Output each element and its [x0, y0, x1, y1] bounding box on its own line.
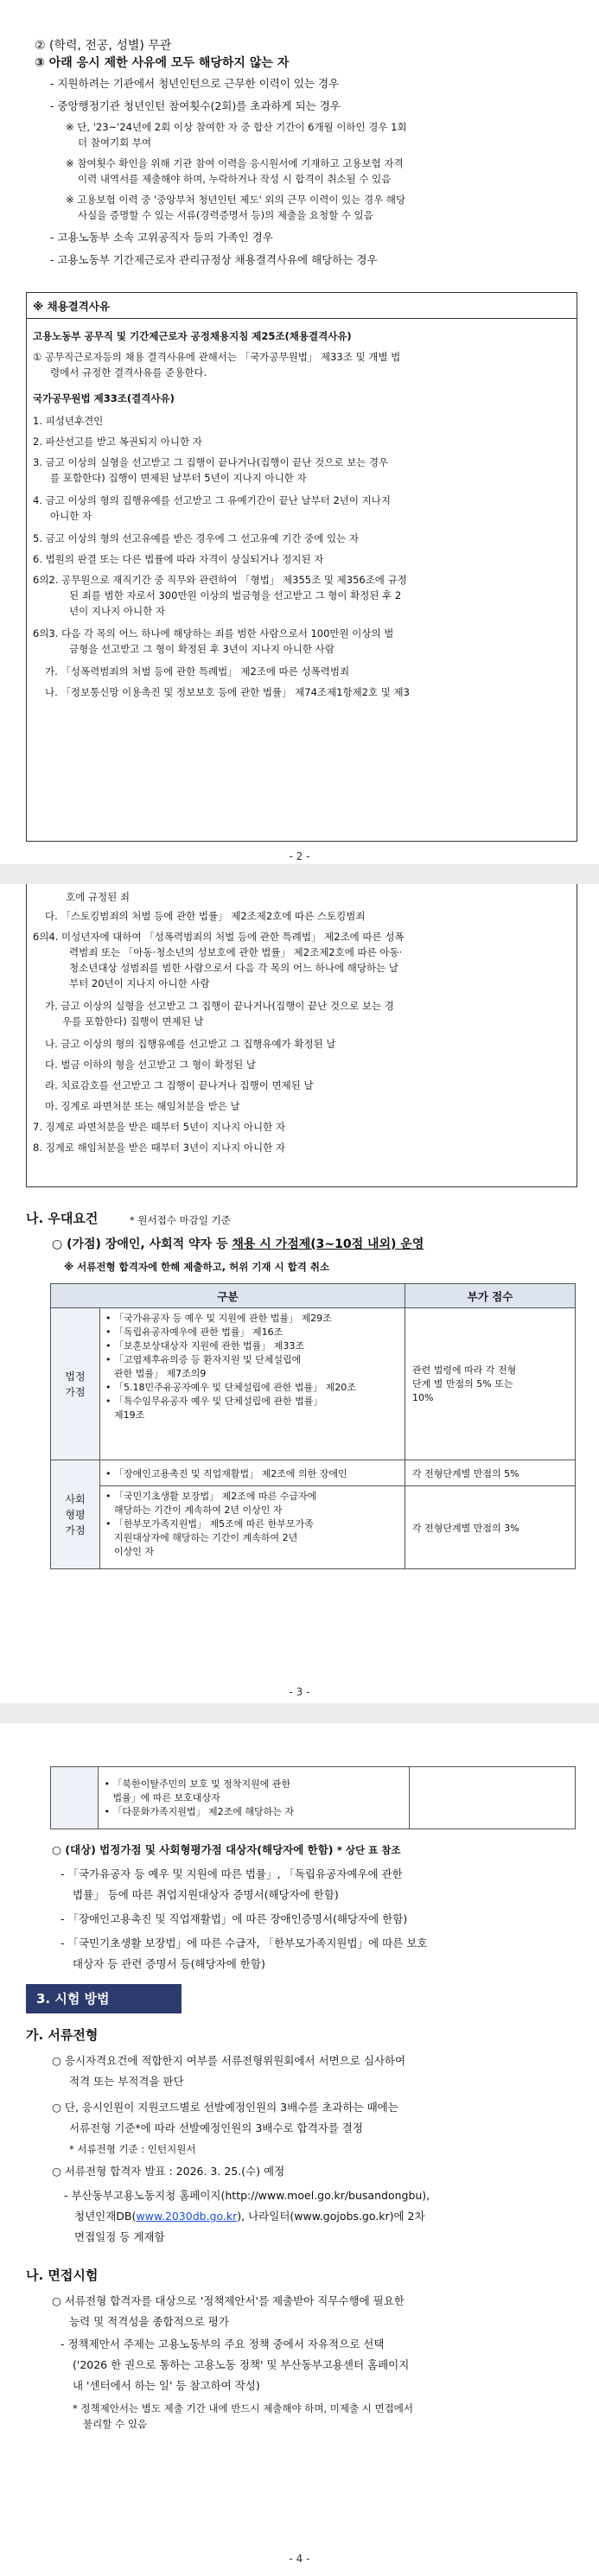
- bonus-point-line: ○ (가점) 장애인, 사회적 약자 등 채용 시 가점제(3~10점 내외) 운영: [52, 1237, 424, 1251]
- box-line: 3. 금고 이상의 실형을 선고받고 그 집행이 끝나거나(집행이 끝난 것으로 보는 경우: [33, 456, 389, 468]
- legal-bonus-label: 법정 가점: [51, 1308, 100, 1460]
- restriction-3: - 고용노동부 소속 고위공직자 등의 가족인 경우: [50, 231, 273, 244]
- box-line: 우를 포함한다) 집행이 면제된 날: [62, 1015, 204, 1027]
- interview-line: ('2026 한 권으로 통하는 고용노동 정책' 및 부산동부고용센터 홈페이지: [73, 2358, 410, 2371]
- box-line: 6의3. 다음 각 목의 어느 하나에 해당하는 죄를 범한 사람으로서 100만원 이상의 벌: [33, 627, 394, 639]
- th-category: 구분: [51, 1284, 405, 1308]
- page-number: - 4 -: [289, 2553, 310, 2565]
- box-line: 나. 「정보통신망 이용촉진 및 정보보호 등에 관한 법률」 제74조제1항제2호 및 제3: [45, 686, 410, 698]
- box-line: 다. 「스토킹범죄의 처벌 등에 관한 법률」 제2조제2호에 따른 스토킹범죄: [45, 910, 366, 922]
- box-line: 된 죄를 범한 자로서 300만원 이상의 벌금형을 선고받고 그 형이 확정된 후 2: [69, 589, 402, 601]
- disabled-law: • 「장애인고용촉진 및 직업재활법」 제2조에 의한 장애인: [100, 1460, 405, 1486]
- bonus-note: ※ 서류전형 합격자에 한해 제출하고, 허위 기재 시 합격 취소: [64, 1261, 330, 1273]
- target-item: - 「장애인고용촉진 및 직업재활법」에 따른 장애인증명서(해당자에 한함): [61, 1912, 408, 1925]
- interview-line: 능력 및 적격성을 종합적으로 평가: [69, 2315, 229, 2328]
- page-number: - 2 -: [289, 850, 310, 862]
- doc-line: ○ 응시자격요건에 적합한지 여부를 서류전형위원회에서 서면으로 심사하여: [52, 2054, 406, 2067]
- bonus-table: [50, 1283, 576, 1569]
- social-bonus-label: 사회 형평 가점: [51, 1460, 100, 1569]
- box-line: 7. 징계로 파면처분을 받은 때부터 5년이 지나지 아니한 자: [33, 1121, 285, 1133]
- box-line: 를 포함한다) 집행이 면제된 날부터 5년이 지나지 아니한 자: [50, 472, 307, 484]
- box-line: 5. 금고 이상의 형의 선고유예를 받은 경우에 그 선고유예 기간 중에 있는 자: [33, 532, 359, 544]
- bonus-point-underlined: 채용 시 가점제(3~10점 내외) 운영: [232, 1237, 424, 1251]
- box-line: 령에서 규정한 결격사유를 준용한다.: [50, 366, 207, 378]
- page-number: - 3 -: [289, 1686, 310, 1698]
- th-bonus: 부가 점수: [405, 1284, 576, 1308]
- page-3: [0, 884, 599, 1703]
- box-line: 다. 벌금 이하의 형을 선고받고 그 형이 확정된 날: [45, 1059, 256, 1071]
- box-line: 6의4. 미성년자에 대하여 「성폭력범죄의 처벌 등에 관한 특례법」 제2조에 따른 성폭: [33, 931, 405, 943]
- interview-line: 불리할 수 있음: [83, 2418, 147, 2430]
- restriction-2: - 중앙행정기관 청년인턴 참여횟수(2회)를 초과하게 되는 경우: [50, 99, 341, 112]
- page-2: [0, 0, 599, 864]
- interview-line: * 정책제안서는 별도 제출 기간 내에 반드시 제출해야 하며, 미제출 시 면접에서: [73, 2402, 413, 2414]
- box-line: 국가공무원법 제33조(결격사유): [33, 392, 175, 404]
- box-line: 4. 금고 이상의 형의 집행유예를 선고받고 그 유예기간이 끝난 날부터 2년이 지나지: [33, 494, 391, 506]
- box-line: 1. 피성년후견인: [33, 415, 104, 427]
- doc-line: ○ 서류전형 합격자 발표 : 2026. 3. 25.(수) 예정: [52, 2165, 285, 2178]
- target-item: - 「국민기초생활 보장법」에 따른 수급자, 「한부모가족지원법」에 따른 보호: [61, 1937, 428, 1949]
- note-1a: ※ 단, '23~'24년에 2회 이상 참여한 자 중 합산 기간이 6개월 이하인 경우 1회: [66, 121, 407, 133]
- preferred-note: * 원서접수 마감일 기준: [130, 1214, 231, 1226]
- doc-line: ○ 단, 응시인원이 지원코드별로 선발예정인원의 3배수를 초과하는 때에는: [52, 2101, 398, 2114]
- box-line: 가. 금고 이상의 실형을 선고받고 그 집행이 끝나거나(집행이 끝난 것으로 보는 경: [45, 1000, 394, 1012]
- box-line: 년이 지나지 아니한 자: [69, 605, 165, 617]
- box-line: 아니한 자: [50, 510, 92, 522]
- box-line: 라. 치료감호를 선고받고 그 집행이 끝나거나 집행이 면제된 날: [45, 1079, 314, 1091]
- disabled-points: 각 전형단계별 만점의 5%: [405, 1460, 576, 1486]
- doc-line: - 부산동부고용노동지청 홈페이지(http://www.moel.go.kr/busandongbu),: [64, 2189, 430, 2202]
- doc-line: 적격 또는 부적격을 판단: [69, 2075, 184, 2088]
- target-line: ○ (대상) 법정가점 및 사회형평가점 대상자(해당자에 한함) * 상단 표 참조: [52, 1843, 401, 1856]
- note-1b: 더 참여기회 부여: [78, 137, 152, 149]
- announcement-sites: 청년인재DB(www.2030db.go.kr), 나라일터(www.gojobs.go.kr)에 2차: [74, 2210, 425, 2223]
- box-line: 마. 징계로 파면처분 또는 해임처분을 받은 날: [45, 1100, 240, 1112]
- condition-3-heading: ③ 아래 응시 제한 사유에 모두 해당하지 않는 자: [35, 56, 290, 70]
- interview-heading: 나. 면접시험: [26, 2268, 99, 2283]
- interview-line: ○ 서류전형 합격자를 대상으로 '정책제안서'를 제출받아 직무수행에 필요한: [52, 2294, 405, 2307]
- document-screening-heading: 가. 서류전형: [26, 2027, 99, 2043]
- box-title: ※ 채용결격사유: [33, 300, 110, 313]
- box-line: 나. 금고 이상의 형의 집행유예를 선고받고 그 집행유예가 확정된 날: [45, 1038, 336, 1050]
- note-2a: ※ 참여횟수 확인을 위해 기관 참여 이력을 응시원서에 기재하고 고용보험 자격: [66, 157, 404, 169]
- doc-line: 면접일정 등 게재함: [74, 2230, 165, 2243]
- preferred-heading: 나. 우대요건: [26, 1211, 99, 1226]
- social-bonus-points: 각 전형단계별 만점의 3%: [405, 1486, 576, 1569]
- page-4: [0, 1723, 599, 2576]
- note-3a: ※ 고용보험 이력 중 '중앙부처 청년인턴 제도' 외의 근무 이력이 있는 경우 해당: [66, 194, 406, 206]
- box-line: 6. 법원의 판결 또는 다른 법률에 따라 자격이 상실되거나 정지된 자: [33, 553, 324, 565]
- section-3-title: 3. 시험 방법: [36, 1991, 110, 2007]
- box-line: 2. 파산선고를 받고 복권되지 아니한 자: [33, 436, 202, 448]
- condition-2: ② (학력, 전공, 성별) 무관: [35, 39, 172, 53]
- box-line: ① 공무직근로자등의 채용 결격사유에 관해서는 「국가공무원법」 제33조 및 개별 법: [33, 351, 401, 363]
- db-link[interactable]: www.2030db.go.kr: [136, 2210, 238, 2223]
- target-item: 대상자 등 관련 증명서 등(해당자에 한함): [73, 1957, 265, 1970]
- doc-line: * 서류전형 기준 : 인턴지원서: [69, 2143, 196, 2155]
- social-bonus-laws: • 「국민기초생활 보장법」 제2조에 따른 수급자에 해당하는 기간이 계속하여 2년 이상인 자 • 「한부모가족지원법」 제5조에 따른 한부모가족 지원대상자에 해당하는 기간이 계속하여 2년 이상인 자: [100, 1486, 405, 1569]
- target-item: - 「국가유공자 등 예우 및 지원에 따른 법률」, 「독립유공자예우에 관한: [61, 1867, 403, 1880]
- target-item: 법률」 등에 따른 취업지원대상자 증명서(해당자에 한함): [73, 1888, 339, 1901]
- social-bonus-laws-cont: • 「북한이탈주민의 보호 및 정착지원에 관한 법률」에 따른 보호대상자 • 「다문화가족지원법」 제2조에 해당하는 자: [99, 1767, 410, 1829]
- box-line: 호에 규정된 죄: [66, 891, 130, 903]
- restriction-4: - 고용노동부 기간제근로자 관리규정상 채용결격사유에 해당하는 경우: [50, 253, 378, 266]
- note-2b: 이력 내역서를 제출해야 하며, 누락하거나 작성 시 합격이 취소될 수 있음: [78, 173, 392, 185]
- box-line: 력범죄 또는 「아동·청소년의 성보호에 관한 법률」 제2조제2호에 따른 아동·: [69, 946, 403, 958]
- legal-bonus-points: 관련 법령에 따라 각 전형 단계 별 만점의 5% 또는 10%: [405, 1308, 576, 1460]
- interview-line: - 정책제안서 주제는 고용노동부의 주요 정책 중에서 자유적으로 선택: [61, 2337, 385, 2350]
- legal-bonus-laws: • 「국가유공자 등 예우 및 지원에 관한 법률」 제29조 • 「독립유공자예우에 관한 법률」 제16조 • 「보훈보상대상자 지원에 관한 법률」 제33조 • 「고엽제후유의증 등 환자지원 및 단체설립에 관한 법률」 제7조의9 • 「5.18민주유공자예우 및 단체설립에 관한 법률」 제20조 • 「특수임무유공자 예우 및 단체설립에 관한 법률」 제19조: [100, 1308, 405, 1460]
- note-3b: 사실을 증명할 수 있는 서류(경력증명서 등)의 제출을 요청할 수 있음: [78, 209, 373, 221]
- box-line: 금형을 선고받고 그 형이 확정된 후 3년이 지나지 아니한 사람: [69, 643, 335, 655]
- section-3-banner: [26, 1984, 182, 2013]
- bonus-table-cont: [50, 1766, 576, 1829]
- box-line: 고용노동부 공무직 및 기간제근로자 공정채용지침 제25조(채용결격사유): [33, 330, 352, 342]
- box-line: 6의2. 공무원으로 재직기간 중 직무와 관련하여 「형법」 제355조 및 제356조에 규정: [33, 574, 407, 586]
- restriction-1: - 지원하려는 기관에서 청년인턴으로 근무한 이력이 있는 경우: [50, 77, 340, 90]
- box-line: 가. 「성폭력범죄의 처벌 등에 관한 특례법」 제2조에 따른 성폭력범죄: [45, 665, 350, 677]
- box-line: 청소년대상 성범죄를 범한 사람으로서 다음 각 목의 어느 하나에 해당하는 날: [69, 962, 398, 974]
- doc-line: 서류전형 기준*에 따라 선발예정인원의 3배수로 합격자를 결정: [69, 2121, 363, 2134]
- box-line: 8. 징계로 해임처분을 받은 때부터 3년이 지나지 아니한 자: [33, 1142, 285, 1154]
- interview-line: 내 '센터에서 하는 일' 등 참고하여 작성): [73, 2379, 260, 2392]
- box-line: 부터 20년이 지나지 아니한 사람: [69, 977, 210, 989]
